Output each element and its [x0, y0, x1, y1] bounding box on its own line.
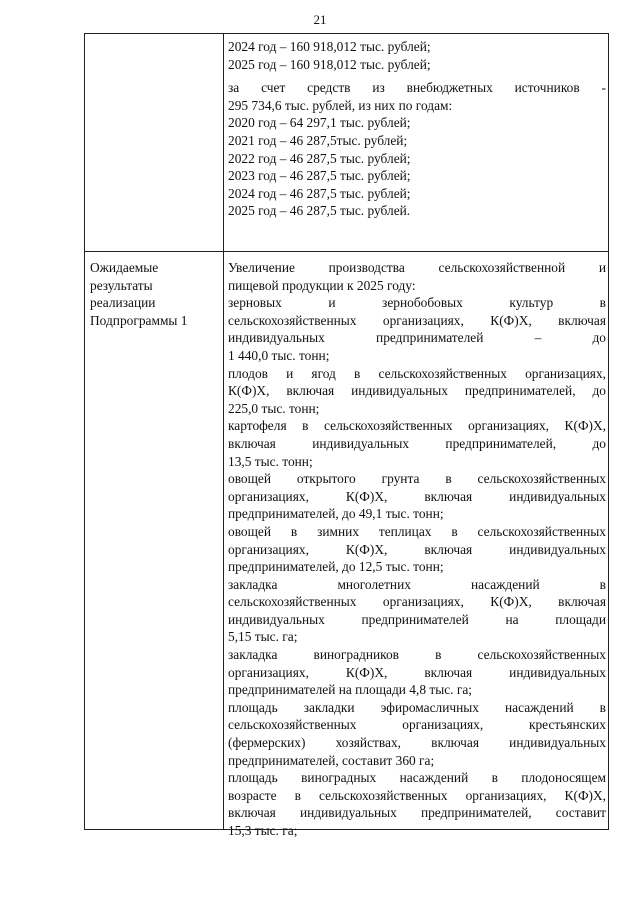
- result-line: предпринимателей, до 12,5 тыс. тонн;: [228, 559, 444, 575]
- row-label: результаты: [90, 277, 153, 293]
- column-divider: [223, 34, 224, 829]
- row-divider: [85, 251, 608, 252]
- result-line: овощей в зимних теплицах в сельскохозяйственных: [228, 523, 606, 539]
- result-line: закладка виноградников в сельскохозяйственных: [228, 647, 606, 663]
- result-line: включая индивидуальных предпринимателей, до: [228, 435, 606, 451]
- row-label-cell: [90, 259, 220, 329]
- result-line: Увеличение производства сельскохозяйственной и: [228, 260, 606, 275]
- result-line: 13,5 тыс. тонн;: [228, 453, 313, 469]
- extra-budget-heading: за счет средств из внебюджетных источников -: [228, 80, 606, 96]
- result-line: зерновых и зернобобовых культур в: [228, 295, 606, 311]
- result-line: включая индивидуальных предпринимателей, составит: [228, 805, 606, 821]
- result-line: площадь виноградных насаждений в плодоносящем: [228, 770, 606, 786]
- result-line: сельскохозяйственных организациях, К(Ф)Х, включая: [228, 594, 606, 610]
- result-line: овощей открытого грунта в сельскохозяйственных: [228, 471, 606, 487]
- result-line: предпринимателей, составит 360 га;: [228, 752, 435, 768]
- row-label: Ожидаемые: [90, 260, 159, 275]
- funding-cell: [228, 38, 606, 220]
- result-line: 5,15 тыс. га;: [228, 629, 298, 645]
- result-line: пищевой продукции к 2025 году:: [228, 277, 416, 293]
- result-line: площадь закладки эфиромасличных насаждений в: [228, 699, 606, 715]
- funding-line: 2023 год – 46 287,5 тыс. рублей;: [228, 168, 411, 184]
- funding-line: 2022 год – 46 287,5 тыс. рублей;: [228, 150, 411, 166]
- result-line: сельскохозяйственных организациях, К(Ф)Х, включая: [228, 312, 606, 328]
- result-line: предпринимателей на площади 4,8 тыс. га;: [228, 682, 473, 698]
- funding-line: 2025 год – 160 918,012 тыс. рублей;: [228, 56, 431, 72]
- program-table: [84, 33, 609, 838]
- result-line: предпринимателей, до 49,1 тыс. тонн;: [228, 506, 444, 522]
- result-line: возрасте в сельскохозяйственных организациях, К(Ф)Х,: [228, 787, 606, 803]
- result-line: К(Ф)Х, включая индивидуальных предпринимателей, до: [228, 383, 606, 399]
- page-number: 21: [313, 12, 327, 27]
- result-line: организациях, К(Ф)Х, включая индивидуальных: [228, 541, 606, 557]
- row-label: Подпрограммы 1: [90, 312, 188, 328]
- funding-line: 2025 год – 46 287,5 тыс. рублей.: [228, 203, 411, 219]
- result-line: 15,3 тыс. га;: [228, 823, 298, 838]
- funding-line: 2021 год – 46 287,5тыс. рублей;: [228, 132, 408, 148]
- result-line: картофеля в сельскохозяйственных организациях, К(Ф)Х,: [228, 418, 606, 434]
- extra-budget-heading: 295 734,6 тыс. рублей, из них по годам:: [228, 97, 453, 113]
- result-line: 225,0 тыс. тонн;: [228, 400, 320, 416]
- funding-line: 2024 год – 46 287,5 тыс. рублей;: [228, 185, 411, 201]
- result-line: плодов и ягод в сельскохозяйственных организациях,: [228, 365, 606, 381]
- result-line: (фермерских) хозяйствах, включая индивидуальных: [228, 735, 606, 751]
- funding-line: 2020 год – 64 297,1 тыс. рублей;: [228, 115, 411, 131]
- expected-results-cell: [228, 259, 606, 840]
- result-line: организациях, К(Ф)Х, включая индивидуальных: [228, 488, 606, 504]
- result-line: закладка многолетних насаждений в: [228, 576, 606, 592]
- result-line: индивидуальных предпринимателей на площади: [228, 611, 606, 627]
- result-line: 1 440,0 тыс. тонн;: [228, 347, 330, 363]
- funding-line: 2024 год – 160 918,012 тыс. рублей;: [228, 39, 431, 54]
- result-line: организациях, К(Ф)Х, включая индивидуальных: [228, 664, 606, 680]
- result-line: сельскохозяйственных организациях, крестьянских: [228, 717, 606, 733]
- result-line: индивидуальных предпринимателей – до: [228, 330, 606, 346]
- row-label: реализации: [90, 295, 156, 311]
